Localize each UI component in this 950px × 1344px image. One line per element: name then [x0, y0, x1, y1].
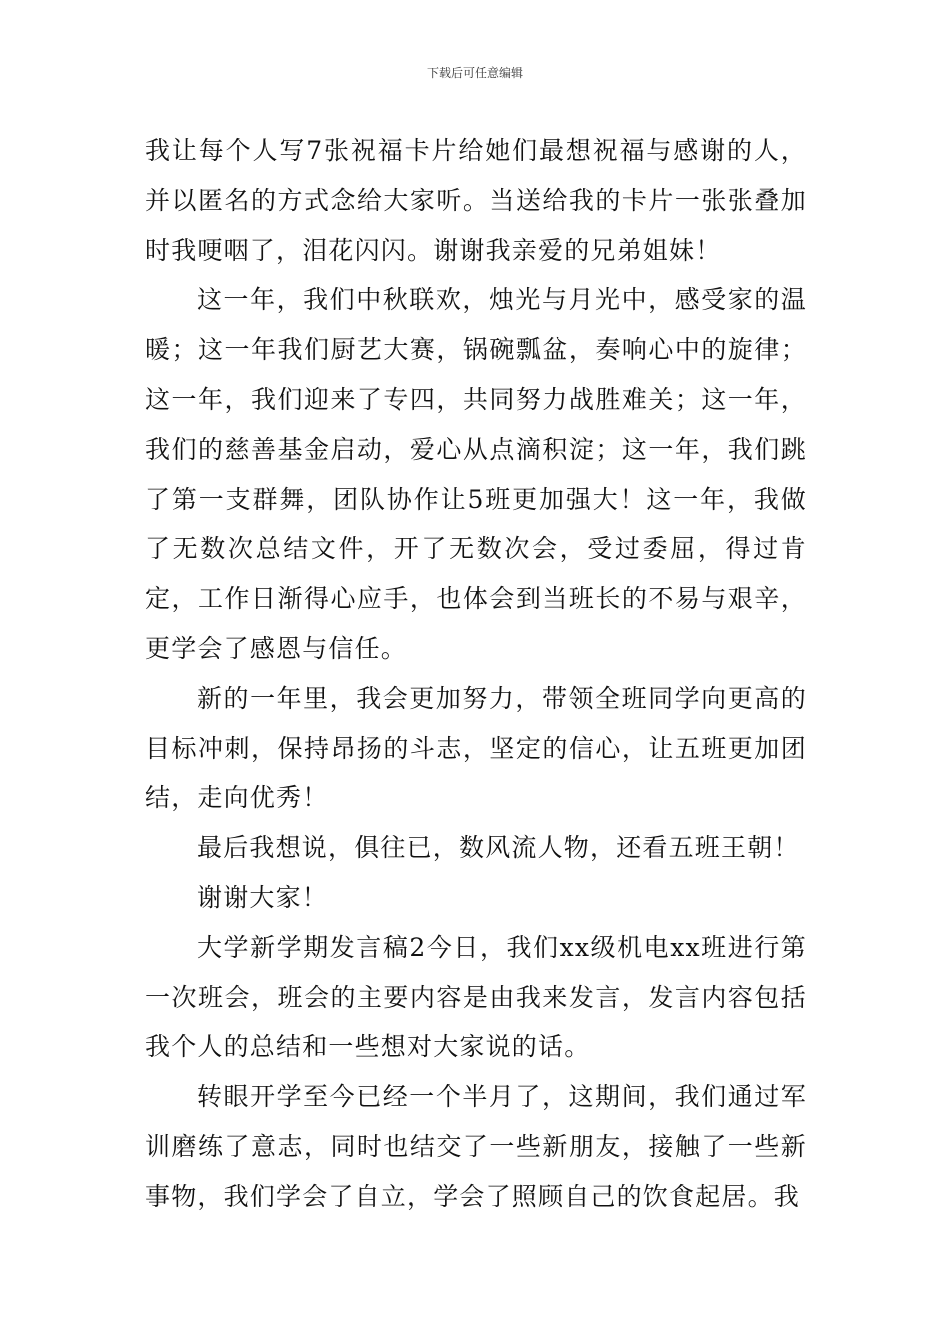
paragraph-6: 大学新学期发言稿2今日，我们xx级机电xx班进行第一次班会，班会的主要内容是由我来发言，发言内容包括我个人的总结和一些想对大家说的话。 [145, 932, 807, 1062]
paragraph-7: 转眼开学至今已经一个半月了，这期间，我们通过军训磨练了意志，同时也结交了一些新朋友，接触了一些新事物，我们学会了自立，学会了照顾自己的饮食起居。我 [145, 1082, 807, 1211]
paragraph-4: 最后我想说，俱往已，数风流人物，还看五班王朝！ [197, 833, 800, 863]
page-header-note: 下载后可任意编辑 [426, 66, 523, 80]
paragraph-3: 新的一年里，我会更加努力，带领全班同学向更高的目标冲刺，保持昂扬的斗志，坚定的信心，让五班更加团结，走向优秀！ [145, 683, 807, 813]
paragraph-2: 这一年，我们中秋联欢，烛光与月光中，感受家的温暖；这一年我们厨艺大赛，锅碗瓢盆，奏响心中的旋律；这一年，我们迎来了专四，共同努力战胜难关；这一年，我们的慈善基金启动，爱心从点滴积淀；这一年，我们跳了第一支群舞，团队协作让5班更加强大！这一年，我做了无数次总结文件，开了无数次会，受过委屈，得过肯定，工作日渐得心应手，也体会到当班长的不易与艰辛，更学会了感恩与信任。 [145, 285, 807, 663]
document-body [145, 126, 807, 1222]
paragraph-1: 我让每个人写7张祝福卡片给她们最想祝福与感谢的人，并以匿名的方式念给大家听。当送给我的卡片一张张叠加时我哽咽了，泪花闪闪。谢谢我亲爱的兄弟姐妹！ [145, 136, 807, 265]
paragraph-5: 谢谢大家！ [197, 882, 329, 912]
